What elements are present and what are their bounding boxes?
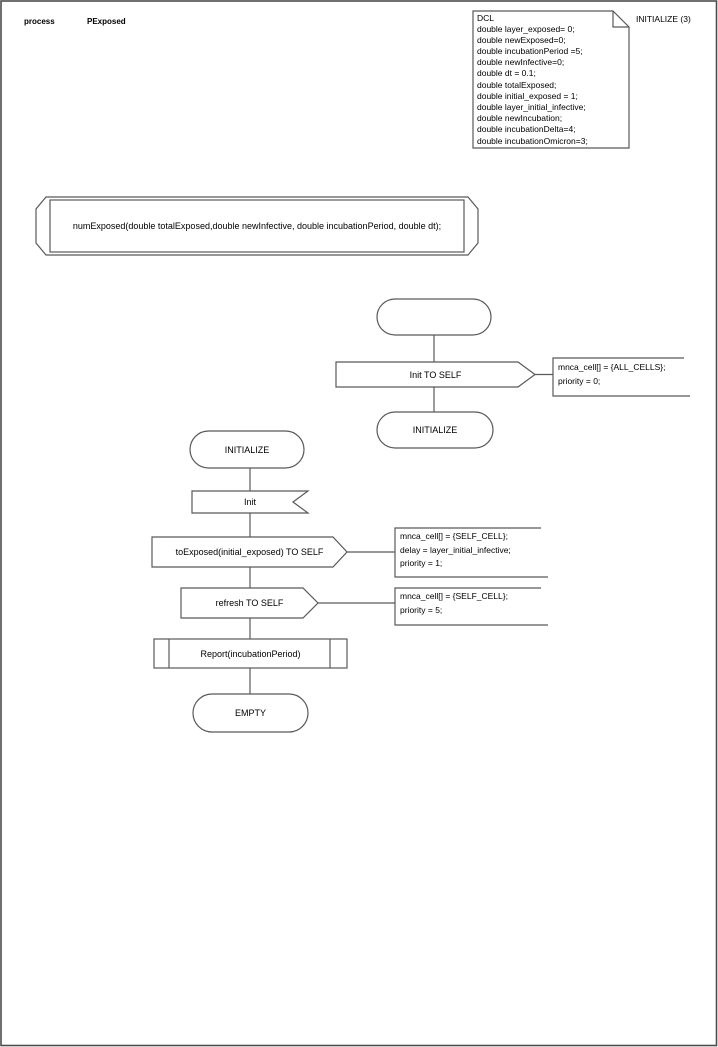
start-symbol[interactable] — [377, 299, 491, 335]
state-initialize-next-label: INITIALIZE — [412, 425, 458, 435]
comment-toexposed-text — [400, 530, 511, 571]
dcl-line: double incubationOmicron=3; — [477, 135, 588, 146]
output-refresh-label: refresh TO SELF — [215, 598, 284, 608]
dcl-line: double newInfective=0; — [477, 57, 565, 68]
comment-line: mnca_cell[] = {ALL_CELLS}; — [558, 362, 666, 372]
comment-line: mnca_cell[] = {SELF_CELL}; — [400, 531, 508, 541]
process-keyword: process — [24, 17, 55, 26]
comment-line: mnca_cell[] = {SELF_CELL}; — [400, 591, 508, 601]
comment-line: priority = 5; — [400, 604, 443, 615]
dcl-line: double layer_exposed= 0; — [477, 23, 575, 34]
dcl-line: double totalExposed; — [477, 79, 557, 90]
dcl-line: double newIncubation; — [477, 113, 563, 124]
state-initialize-label: INITIALIZE — [224, 444, 270, 455]
dcl-line: double newExposed=0; — [477, 34, 566, 45]
comment-allcells-text — [558, 361, 666, 388]
page-label: INITIALIZE (3) — [636, 14, 691, 24]
comment-line: priority = 0; — [558, 375, 601, 386]
dcl-line: double incubationDelta=4; — [477, 124, 576, 135]
dcl-line: double incubationPeriod =5; — [477, 46, 583, 57]
comment-line: priority = 1; — [400, 558, 443, 568]
procedure-call-report-label: Report(incubationPeriod) — [200, 648, 301, 659]
dcl-line: DCL — [477, 12, 495, 23]
dcl-line: double dt = 0.1; — [477, 68, 536, 79]
comment-line: delay = layer_initial_infective; — [400, 544, 511, 555]
state-empty-label: EMPTY — [234, 708, 266, 718]
output-init-label: Init TO SELF — [409, 369, 462, 380]
input-init-label: Init — [243, 497, 256, 507]
dcl-line: double initial_exposed = 1; — [477, 90, 578, 101]
dcl-text — [477, 13, 588, 147]
output-toexposed-label: toExposed(initial_exposed) TO SELF — [175, 547, 324, 557]
dcl-line: double layer_initial_infective; — [477, 102, 586, 112]
procedure-declaration-label: numExposed(double totalExposed,double newInfective, double incubationPeriod, double dt); — [72, 221, 442, 231]
process-name: PExposed — [87, 17, 126, 26]
comment-refresh-text — [400, 590, 508, 617]
page-frame — [1, 1, 717, 1046]
